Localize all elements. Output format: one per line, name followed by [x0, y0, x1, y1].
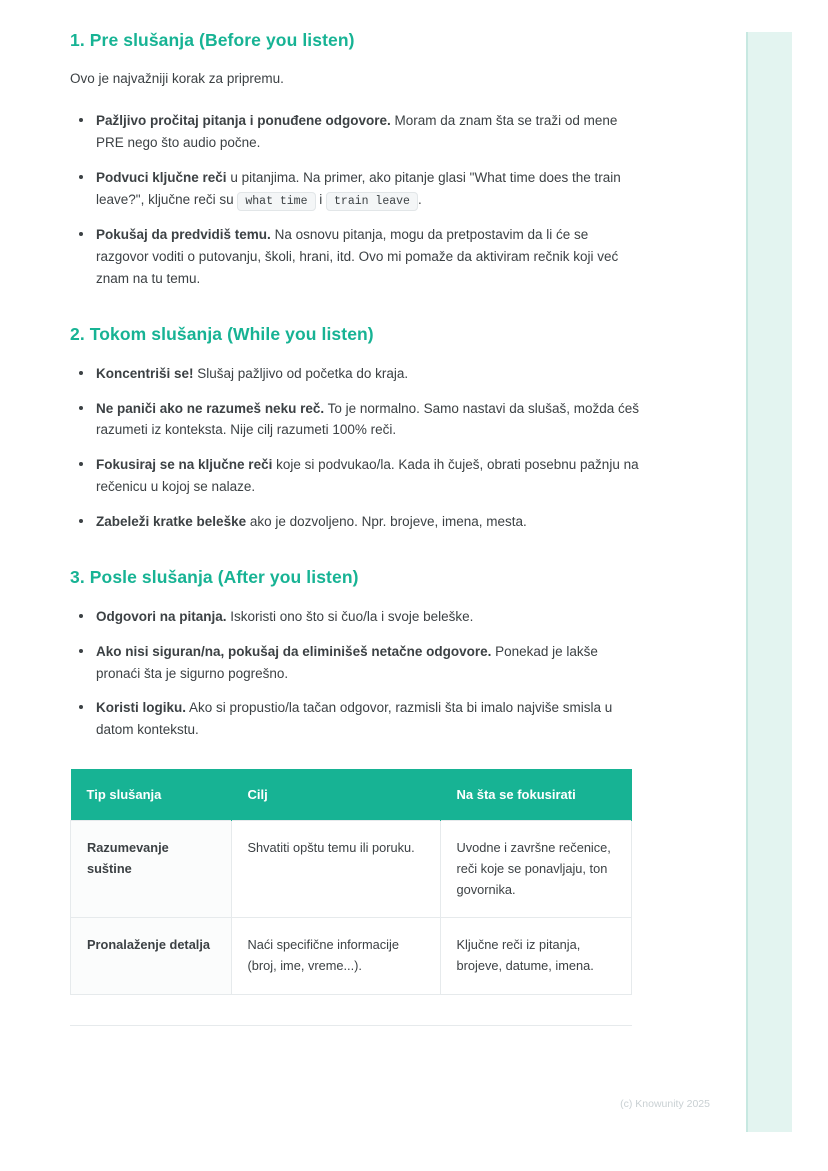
list-item-bold: Pažljivo pročitaj pitanja i ponuđene odgovore. — [96, 112, 391, 128]
table-header-cell-focus: Na šta se fokusirati — [440, 769, 632, 821]
list-item-bold: Koristi logiku. — [96, 700, 187, 716]
table-row — [71, 918, 632, 994]
list-item — [70, 697, 640, 741]
footer-divider — [70, 1025, 632, 1026]
list-item-bold: Ne paniči ako ne razumeš neku reč. — [96, 400, 325, 416]
bullet-list — [70, 606, 640, 741]
section-after-you-listen — [70, 567, 640, 741]
list-item-text: Slušaj pažljivo od početka do kraja. — [193, 365, 409, 381]
list-item-text: ako je dozvoljeno. Npr. brojeve, imena, mesta. — [246, 514, 527, 529]
list-item-bold: Pokušaj da predvidiš temu. — [96, 227, 271, 243]
copyright-footer: (c) Knowunity 2025 — [620, 1098, 710, 1110]
document-content — [70, 30, 640, 1026]
keyword-chip-train-leave: train leave — [326, 192, 418, 211]
bullet-list — [70, 110, 640, 290]
list-item — [70, 167, 640, 211]
list-item-text: koje si podvukao/la. Kada ih čuješ, obrati posebnu pažnju na rečenicu u kojoj se nalaze. — [96, 457, 639, 495]
table-header — [71, 769, 632, 821]
list-item-text: Iskoristi ono što si čuo/la i svoje beleške. — [226, 608, 474, 624]
section-before-you-listen — [70, 30, 640, 290]
list-item — [70, 363, 640, 385]
list-item — [70, 110, 640, 154]
list-item-bold: Fokusiraj se na ključne reči — [96, 457, 273, 473]
list-item — [70, 454, 640, 498]
list-item-text: Ponekad je lakše pronaći šta je sigurno pogrešno. — [96, 643, 598, 681]
table-cell-type: Razumevanje suštine — [71, 821, 232, 918]
list-item-bold: Odgovori na pitanja. — [96, 608, 227, 624]
section-title: 1. Pre slušanja (Before you listen) — [70, 30, 355, 50]
table-header-cell-type: Tip slušanja — [71, 769, 232, 821]
list-item-text-mid: i — [315, 191, 327, 207]
list-item-bold: Zabeleži kratke beleške — [96, 514, 247, 529]
list-item-text: Na osnovu pitanja, mogu da pretpostavim da li će se razgovor voditi o putovanju, školi, hrani, itd. Ovo mi pomaže da aktiviram rečnik koji već znam na tu temu. — [96, 227, 619, 286]
list-item-bold: Ako nisi siguran/na, pokušaj da eliminišeš netačne odgovore. — [96, 643, 492, 659]
keyword-chip-what-time: what time — [237, 192, 315, 211]
list-item-bold: Podvuci ključne reči — [96, 169, 227, 185]
list-item-bold: Koncentriši se! — [96, 365, 194, 381]
table-row — [71, 821, 632, 918]
table-cell-goal: Naći specifične informacije (broj, ime, vreme...). — [231, 918, 440, 994]
section-title: 2. Tokom slušanja (While you listen) — [70, 323, 374, 344]
table-header-row — [71, 769, 632, 821]
table-cell-focus: Ključne reči iz pitanja, brojeve, datume, imena. — [440, 918, 632, 994]
table-header-cell-goal: Cilj — [231, 769, 440, 821]
list-item-text: To je normalno. Samo nastavi da slušaš, možda ćeš razumeti iz konteksta. Nije cilj razumeti 100% reči. — [96, 400, 640, 438]
page-side-accent-bar — [746, 32, 792, 1132]
list-item — [70, 606, 640, 628]
section-while-you-listen — [70, 324, 640, 533]
list-item — [70, 641, 640, 685]
section-intro-text: Ovo je najvažniji korak za pripremu. — [70, 71, 284, 86]
table-body — [71, 821, 632, 995]
table-cell-goal: Shvatiti opštu temu ili poruku. — [231, 821, 440, 918]
list-item — [70, 224, 640, 290]
list-item-text: Moram da znam šta se traži od mene PRE nego što audio počne. — [96, 112, 618, 150]
listening-types-table — [70, 769, 632, 995]
list-item-text: u pitanjima. Na primer, ako pitanje glasi "What time does the train leave?", ključne reči su — [96, 169, 621, 207]
list-item — [70, 511, 640, 533]
list-item-text: Ako si propustio/la tačan odgovor, razmisli šta bi imalo najviše smisla u datom kontekstu. — [96, 700, 613, 738]
table-cell-type: Pronalaženje detalja — [71, 918, 232, 994]
list-item-text-tail: . — [417, 191, 422, 207]
section-title: 3. Posle slušanja (After you listen) — [70, 566, 359, 587]
table-cell-focus: Uvodne i završne rečenice, reči koje se ponavljaju, ton govornika. — [440, 821, 632, 918]
list-item — [70, 398, 640, 442]
bullet-list — [70, 363, 640, 533]
